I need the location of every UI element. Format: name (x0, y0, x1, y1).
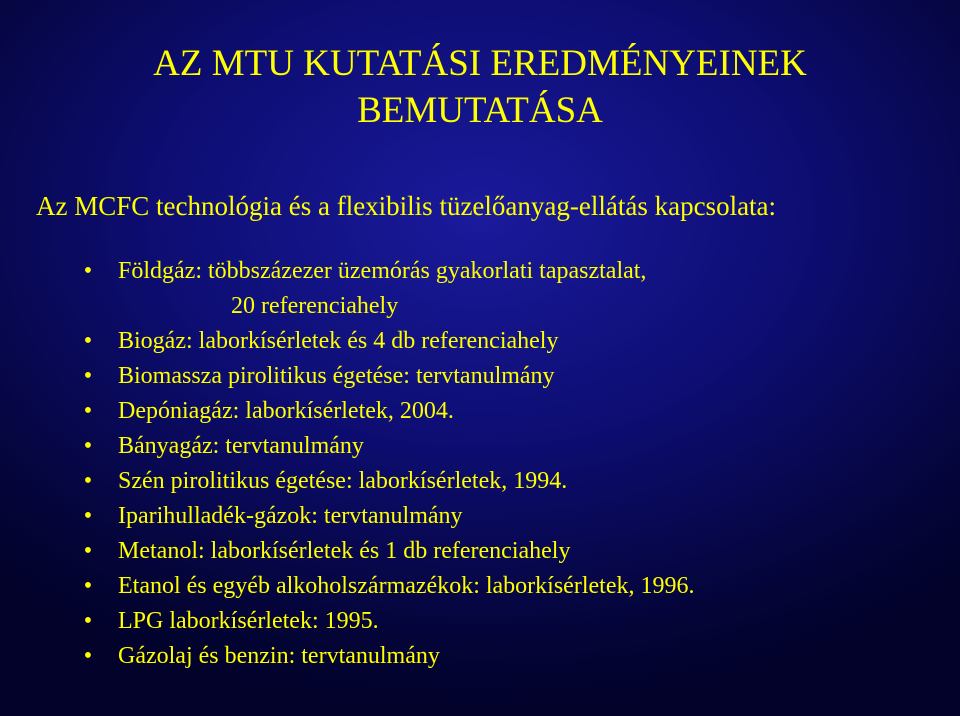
bullet-dot-icon: • (83, 643, 93, 669)
bullet-text: Biomassza pirolitikus égetése: tervtanulmány (118, 363, 555, 389)
bullet-text: Iparihulladék-gázok: tervtanulmány (118, 503, 463, 529)
bullet-dot-icon: • (83, 503, 93, 529)
bullet-item (0, 464, 694, 499)
bullet-item (0, 534, 694, 569)
bullet-dot-icon: • (83, 363, 93, 389)
bullet-item (0, 359, 694, 394)
bullet-text-continuation: 20 referenciahely (231, 293, 399, 319)
bullet-item (0, 499, 694, 534)
bullet-dot-icon: • (83, 258, 93, 284)
bullet-text: Földgáz: többszázezer üzemórás gyakorlati tapasztalat, (118, 258, 647, 284)
bullet-dot-icon: • (83, 538, 93, 564)
bullet-text: Gázolaj és benzin: tervtanulmány (118, 643, 440, 669)
bullet-item (0, 604, 694, 639)
bullet-dot-icon: • (83, 433, 93, 459)
slide-title (0, 40, 960, 134)
bullet-item (0, 429, 694, 464)
bullet-dot-icon: • (83, 608, 93, 634)
bullet-text: Bányagáz: tervtanulmány (118, 433, 364, 459)
bullet-text: Depóniagáz: laborkísérletek, 2004. (118, 398, 454, 424)
bullet-item (0, 394, 694, 429)
bullet-dot-icon: • (83, 573, 93, 599)
bullet-list (0, 254, 694, 674)
bullet-text: LPG laborkísérletek: 1995. (118, 608, 379, 634)
bullet-item (0, 254, 694, 324)
bullet-text: Biogáz: laborkísérletek és 4 db referenciahely (118, 328, 559, 354)
bullet-dot-icon: • (83, 328, 93, 354)
slide-title-line-2: BEMUTATÁSA (357, 90, 603, 131)
bullet-text: Metanol: laborkísérletek és 1 db referenciahely (118, 538, 571, 564)
bullet-text: Szén pirolitikus égetése: laborkísérletek, 1994. (118, 468, 568, 494)
slide-subtitle: Az MCFC technológia és a flexibilis tüzelőanyag-ellátás kapcsolata: (36, 191, 777, 221)
bullet-item (0, 569, 694, 604)
bullet-text: Etanol és egyéb alkoholszármazékok: laborkísérletek, 1996. (118, 573, 695, 599)
slide-title-line-1: AZ MTU KUTATÁSI EREDMÉNYEINEK (153, 43, 807, 84)
bullet-dot-icon: • (83, 398, 93, 424)
bullet-item (0, 324, 694, 359)
bullet-item (0, 639, 694, 674)
bullet-dot-icon: • (83, 468, 93, 494)
